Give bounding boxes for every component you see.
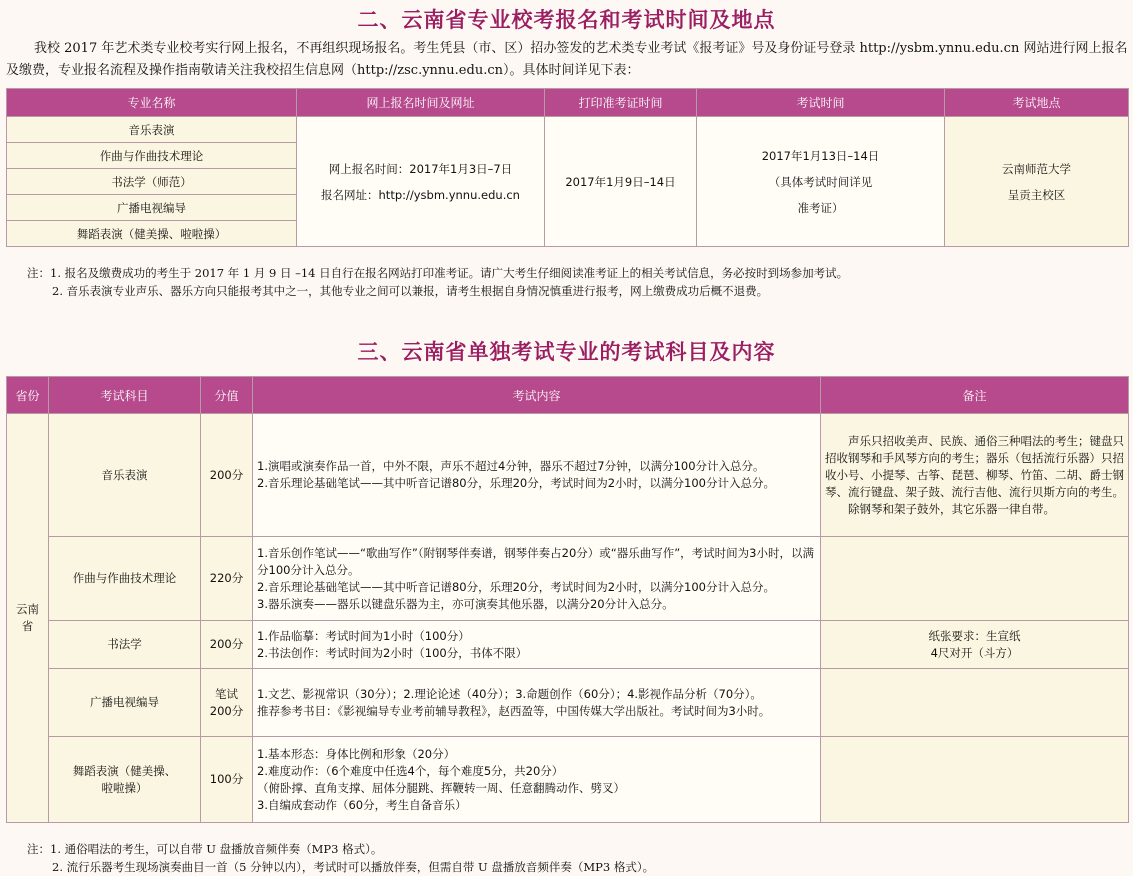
content-cell [253, 669, 821, 737]
note-line: 2. 流行乐器考生现场演奏曲目一首（5 分钟以内），考试时可以播放伴奏，但需自带 U 盘播放音频伴奏（MP3 格式）。 [52, 860, 655, 874]
subject-cell [49, 737, 201, 823]
content-cell [253, 621, 821, 669]
score-line: 笔试 [215, 686, 238, 701]
content-line: 2.音乐理论基础笔试——其中听音记谱80分，乐理20分，考试时间为2小时，以满分100分计入总分。 [257, 579, 776, 594]
content-line: 3.自编成套动作（60分，考生自备音乐） [257, 797, 467, 812]
subject-cell: 作曲与作曲技术理论 [49, 537, 201, 621]
section2-notes [27, 264, 848, 300]
remark-line: 除钢琴和架子鼓外，其它乐器一律自带。 [848, 501, 1055, 516]
header-register: 网上报名时间及网址 [297, 89, 545, 117]
content-line: 2.书法创作：考试时间为2小时（100分，书体不限） [257, 645, 528, 660]
subject-line: 舞蹈表演（健美操、 [72, 763, 177, 778]
register-info [297, 117, 545, 247]
register-url: 报名网址：http://ysbm.ynnu.edu.cn [321, 187, 520, 202]
subject-line: 啦啦操） [101, 780, 148, 795]
header-major: 专业名称 [7, 89, 297, 117]
score-cell [201, 669, 253, 737]
subject-cell: 书法学 [49, 621, 201, 669]
section2-title: 二、云南省专业校考报名和考试时间及地点 [357, 8, 776, 32]
subject-cell: 音乐表演 [49, 414, 201, 537]
remark-cell [821, 414, 1129, 537]
score-cell: 200分 [201, 414, 253, 537]
section2-intro: 我校 2017 年艺术类专业校考实行网上报名，不再组织现场报名。考生凭县（市、区）招办签发的艺术类专业考试《报考证》号及身份证号登录 http://ysbm.ynnu.edu.cn 网站进行网上报名及缴费，专业报名流程及操作指南敬请关注我校招生信息网（http://zsc.ynnu.edu.cn）。具体时间详见下表： [6, 41, 1128, 78]
header-print: 打印准考证时间 [545, 89, 697, 117]
exam-location [945, 117, 1129, 247]
score-cell: 220分 [201, 537, 253, 621]
exam-time-line: 2017年1月13日–14日 [761, 148, 880, 163]
section3-title: 三、云南省单独考试专业的考试科目及内容 [357, 340, 776, 364]
major-name: 音乐表演 [7, 117, 297, 143]
header-content: 考试内容 [253, 377, 821, 414]
header-province: 省份 [7, 377, 49, 414]
remark-cell [821, 669, 1129, 737]
header-location: 考试地点 [945, 89, 1129, 117]
section3-notes [27, 840, 654, 876]
content-line: 2.难度动作：（6个难度中任选4个，每个难度5分，共20分） [257, 763, 564, 778]
score-cell: 100分 [201, 737, 253, 823]
register-time: 网上报名时间：2017年1月3日–7日 [328, 161, 513, 176]
content-cell [253, 537, 821, 621]
header-subject: 考试科目 [49, 377, 201, 414]
header-exam-time: 考试时间 [697, 89, 945, 117]
remark-line: 4尺对开（斗方） [930, 645, 1019, 660]
score-cell: 200分 [201, 621, 253, 669]
major-name: 舞蹈表演（健美操、啦啦操） [7, 221, 297, 247]
content-line: （俯卧撑、直角支撑、屈体分腿跳、挥鞭转一周、任意翻腾动作、劈叉） [257, 780, 625, 795]
remark-cell [821, 621, 1129, 669]
header-score: 分值 [201, 377, 253, 414]
major-name: 作曲与作曲技术理论 [7, 143, 297, 169]
content-cell [253, 737, 821, 823]
note-line: 注：1. 报名及缴费成功的考生于 2017 年 1 月 9 日 –14 日自行在报名网站打印准考证。请广大考生仔细阅读准考证上的相关考试信息，务必按时到场参加考试。 [27, 266, 849, 280]
print-time: 2017年1月9日–14日 [545, 117, 697, 247]
major-name: 书法学（师范） [7, 169, 297, 195]
content-line: 1.文艺、影视常识（30分）；2.理论论述（40分）；3.命题创作（60分）；4.影视作品分析（70分）。 [257, 686, 762, 701]
subject-cell: 广播电视编导 [49, 669, 201, 737]
note-line: 2. 音乐表演专业声乐、器乐方向只能报考其中之一，其他专业之间可以兼报，请考生根据自身情况慎重进行报考，网上缴费成功后概不退费。 [52, 284, 769, 298]
content-line: 2.音乐理论基础笔试——其中听音记谱80分，乐理20分，考试时间为2小时，以满分100分计入总分。 [257, 476, 776, 490]
exam-time-line: 准考证） [797, 200, 844, 215]
exam-time-line: （具体考试时间详见 [768, 174, 873, 189]
content-line: 3.器乐演奏——器乐以键盘乐器为主，亦可演奏其他乐器，以满分20分计入总分。 [257, 596, 674, 611]
content-line: 推荐参考书目：《影视编导专业考前辅导教程》，赵西盈等，中国传媒大学出版社。考试时间为3小时。 [257, 703, 771, 718]
exam-subjects-table [6, 376, 1129, 823]
remark-line: 纸张要求：生宣纸 [928, 628, 1021, 643]
content-line: 1.作品临摹：考试时间为1小时（100分） [257, 628, 470, 643]
exam-time [697, 117, 945, 247]
content-line: 1.演唱或演奏作品一首，中外不限，声乐不超过4分钟，器乐不超过7分钟，以满分100分计入总分。 [257, 459, 765, 473]
remark-line: 声乐只招收美声、民族、通俗三种唱法的考生；键盘只招收钢琴和手风琴方向的考生；器乐（包括流行乐器）只招收小号、小提琴、古筝、琵琶、柳琴、竹笛、二胡、爵士钢琴、流行键盘、架子鼓、流行吉他、流行贝斯方向的考生。 [825, 433, 1124, 499]
score-line: 200分 [209, 703, 244, 718]
content-cell [253, 414, 821, 537]
remark-cell [821, 737, 1129, 823]
content-line: 1.基本形态：身体比例和形象（20分） [257, 746, 456, 761]
location-line: 云南师范大学 [1002, 161, 1071, 176]
province-cell: 云南省 [7, 414, 49, 823]
note-line: 注：1. 通俗唱法的考生，可以自带 U 盘播放音频伴奏（MP3 格式）。 [27, 842, 383, 856]
remark-cell [821, 537, 1129, 621]
location-line: 呈贡主校区 [1007, 187, 1066, 202]
header-remark: 备注 [821, 377, 1129, 414]
major-name: 广播电视编导 [7, 195, 297, 221]
content-line: 1.音乐创作笔试——“歌曲写作”（附钢琴伴奏谱，钢琴伴奏占20分）或“器乐曲写作”，考试时间为3小时，以满分100分计入总分。 [257, 545, 814, 577]
registration-table [6, 88, 1129, 247]
